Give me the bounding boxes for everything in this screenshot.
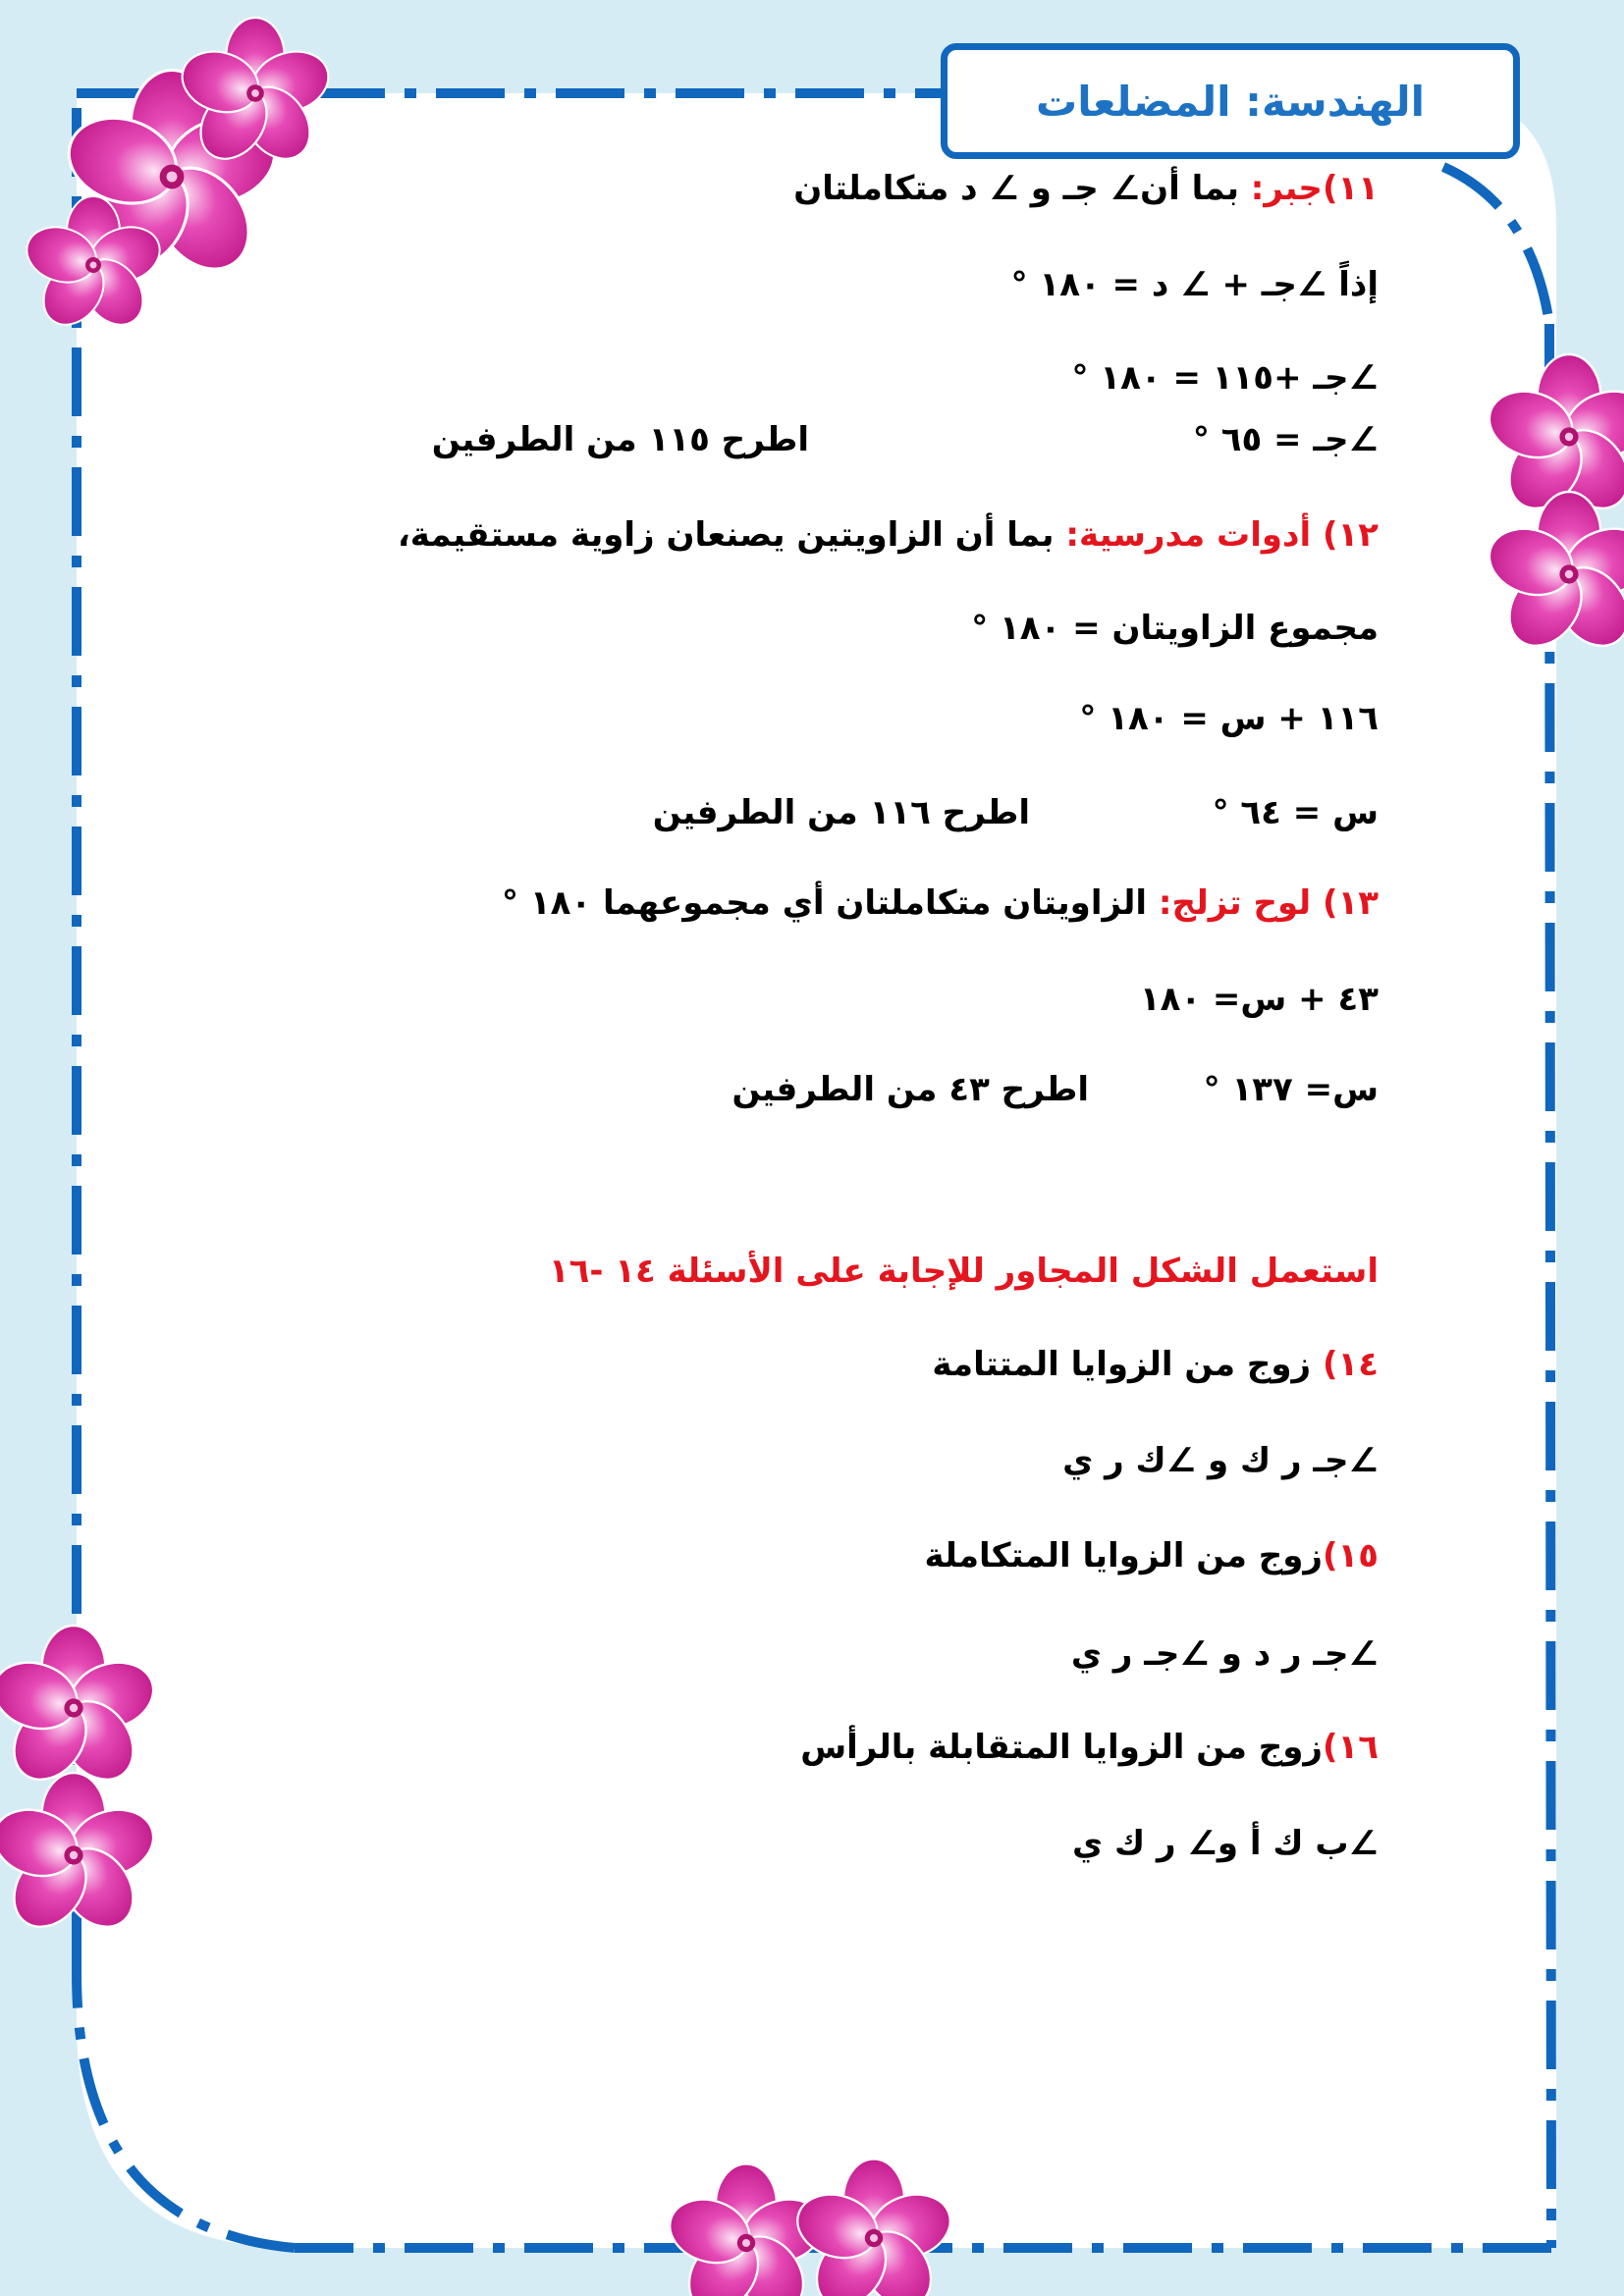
- q16-answer: ∠ب ك أ و∠ ر ك ي: [1072, 1824, 1379, 1863]
- q13-note: اطرح ٤٣ من الطرفين: [731, 1070, 1089, 1109]
- q11-line3: ∠جـ +١١٥ = ١٨٠ °: [1071, 358, 1379, 398]
- q13-line2: ٤٣ + س= ١٨٠: [1139, 980, 1379, 1019]
- page-panel: [77, 93, 1556, 2248]
- instruction: استعمل الشكل المجاور للإجابة على الأسئلة ١٤ -١٦: [548, 1252, 1379, 1291]
- q15-line1: [924, 1536, 1379, 1575]
- q11-line1: [793, 169, 1379, 208]
- page-title: الهندسة: المضلعات: [1035, 77, 1426, 126]
- q13-equation: س= ١٣٧ °: [1203, 1070, 1379, 1109]
- q15-text: زوج من الزوايا المتكاملة: [924, 1536, 1323, 1575]
- q13-topic: لوح تزلج:: [1158, 883, 1323, 923]
- q11-topic: جبر:: [1250, 169, 1323, 208]
- q16-text: زوج من الزوايا المتقابلة بالرأس: [800, 1728, 1323, 1767]
- q11-equation: ∠جـ = ٦٥ °: [1192, 420, 1379, 459]
- q13-line1: [502, 883, 1379, 923]
- q14-number: ١٤): [1322, 1345, 1379, 1384]
- q12-text: بما أن الزاويتين يصنعان زاوية مستقيمة،: [397, 515, 1066, 555]
- q13-text: الزاويتان متكاملتان أي مجموعهما ١٨٠ °: [502, 883, 1159, 923]
- q12-note: اطرح ١١٦ من الطرفين: [652, 793, 1030, 832]
- q12-topic: أدوات مدرسية:: [1065, 515, 1323, 555]
- q11-text: بما أن∠ جـ و ∠ د متكاملتان: [793, 169, 1251, 208]
- q13-number: ١٣): [1322, 883, 1379, 923]
- q11-note: اطرح ١١٥ من الطرفين: [431, 420, 809, 459]
- q12-number: ١٢): [1322, 515, 1379, 555]
- q12-equation: س = ٦٤ °: [1212, 793, 1379, 832]
- q12-line1: [398, 515, 1379, 555]
- q12-line3: ١١٦ + س = ١٨٠ °: [1079, 699, 1379, 738]
- q14-line1: [932, 1345, 1379, 1384]
- q16-line1: [800, 1728, 1379, 1767]
- q12-line2: مجموع الزاويتان = ١٨٠ °: [971, 609, 1379, 648]
- q11-line2: إذاً ∠جـ + ∠ د = ١٨٠ °: [1010, 265, 1379, 304]
- q14-text: زوج من الزوايا المتتامة: [932, 1345, 1323, 1384]
- title-box: [941, 43, 1520, 159]
- q15-number: ١٥): [1322, 1536, 1379, 1575]
- q11-number: ١١): [1322, 169, 1379, 208]
- q16-number: ١٦): [1322, 1728, 1379, 1767]
- q15-answer: ∠جـ ر د و ∠جـ ر ي: [1070, 1634, 1379, 1674]
- q14-answer: ∠جـ ر ك و ∠ك ر ي: [1062, 1441, 1379, 1480]
